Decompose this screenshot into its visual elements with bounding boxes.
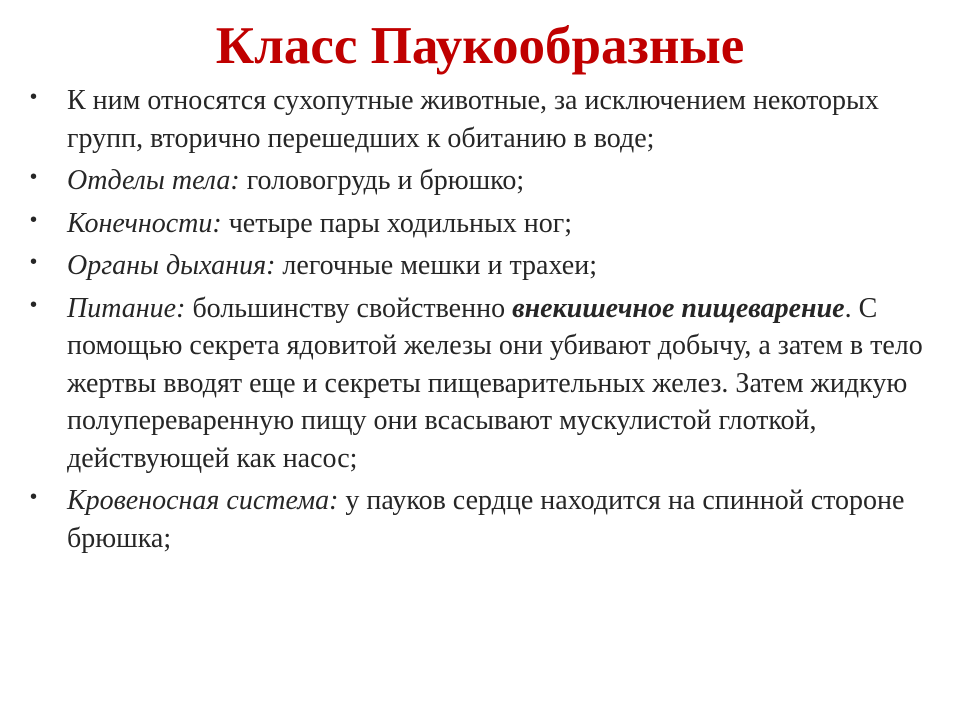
bullet-label: Питание: bbox=[67, 292, 186, 324]
bullet-icon: • bbox=[30, 86, 38, 108]
bullet-label: Органы дыхания: bbox=[67, 250, 276, 281]
bullet-icon: • bbox=[30, 166, 38, 188]
bullet-icon: • bbox=[30, 208, 38, 231]
bullet-item-limbs bbox=[30, 205, 940, 243]
bullet-item-nutrition bbox=[30, 290, 940, 478]
bullet-label: Кровеносная система: bbox=[67, 485, 339, 516]
bullet-item-body-sections bbox=[30, 162, 940, 200]
bullet-icon: • bbox=[30, 486, 38, 508]
bullet-item-respiration bbox=[30, 247, 940, 285]
bullet-label: Отделы тела: bbox=[67, 165, 240, 196]
bullet-icon: • bbox=[30, 251, 38, 273]
bullet-text: большинству свойственно bbox=[185, 292, 513, 324]
bullet-text-continued: . С помощью секрета ядовитой железы они убивают добычу, а затем в тело жертвы вводят еще и секреты пищеварительных желез. Затем жидкую полупереваренную пищу они всасывают мускулистой глоткой, действующей как насос; bbox=[67, 292, 923, 474]
bullet-item-habitat bbox=[30, 82, 940, 157]
bullet-text: у пауков сердце находится на спинной стороне брюшка; bbox=[67, 485, 905, 554]
bullet-icon: • bbox=[30, 293, 38, 316]
bullet-emphasis: внекишечное пищеварение bbox=[512, 292, 845, 324]
bullet-text: четыре пары ходильных ног; bbox=[221, 207, 573, 239]
bullet-label: Конечности: bbox=[67, 207, 222, 239]
bullet-list bbox=[30, 82, 940, 562]
bullet-item-circulatory-system bbox=[30, 482, 940, 557]
bullet-text: головогрудь и брюшко; bbox=[239, 165, 525, 196]
slide-title: Класс Паукообразные bbox=[215, 17, 745, 75]
bullet-text: легочные мешки и трахеи; bbox=[275, 250, 597, 281]
bullet-text: К ним относятся сухопутные животные, за исключением некоторых групп, вторично перешедших к обитанию в воде; bbox=[67, 85, 879, 154]
